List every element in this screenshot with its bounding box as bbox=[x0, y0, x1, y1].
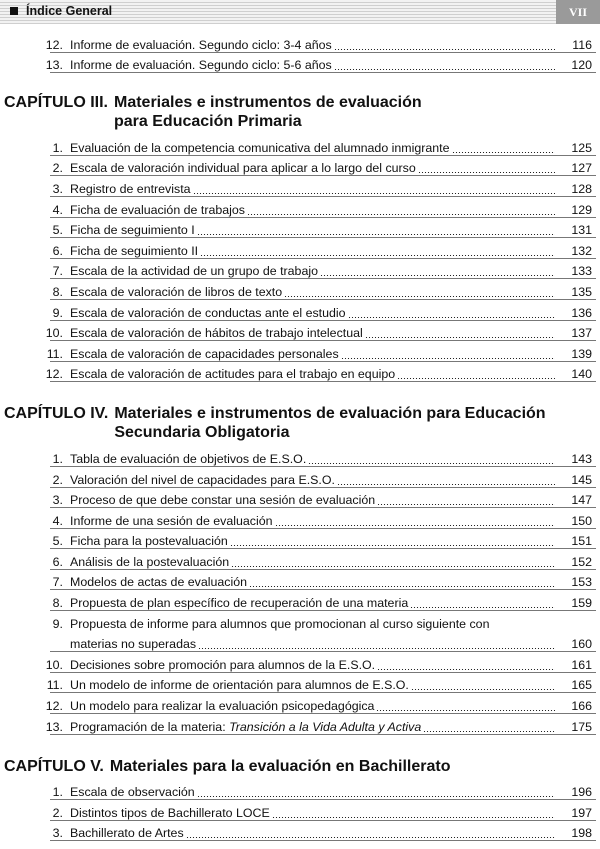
entry-title-wrap bbox=[70, 720, 557, 735]
toc-section bbox=[0, 404, 600, 734]
chapter-label: CAPÍTULO V. bbox=[4, 757, 104, 775]
entry-title-wrap bbox=[70, 473, 557, 488]
dot-leader bbox=[231, 566, 555, 567]
entry-title-wrap bbox=[70, 347, 557, 362]
toc-entry[interactable] bbox=[0, 218, 600, 239]
toc-entry[interactable] bbox=[0, 32, 600, 53]
dot-leader bbox=[284, 296, 555, 297]
entry-title-wrap bbox=[70, 596, 557, 611]
toc-entry[interactable] bbox=[0, 156, 600, 177]
entry-title-wrap bbox=[70, 285, 557, 300]
toc-entry[interactable] bbox=[0, 467, 600, 488]
toc-entry-continuation[interactable] bbox=[0, 632, 600, 653]
entry-title: Escala de valoración individual para aplicar a lo largo del curso bbox=[70, 161, 416, 176]
dot-leader bbox=[247, 214, 555, 215]
entry-title: Escala de valoración de actitudes para el trabajo en equipo bbox=[70, 367, 396, 382]
dot-leader bbox=[230, 545, 555, 546]
toc-entry[interactable] bbox=[0, 714, 600, 735]
entry-number: 1. bbox=[52, 451, 63, 466]
entry-title-wrap bbox=[70, 514, 557, 529]
toc-section bbox=[0, 757, 600, 842]
entry-title: Modelos de actas de evaluación bbox=[70, 575, 248, 590]
dot-leader bbox=[272, 817, 555, 818]
entry-number: 4. bbox=[52, 513, 63, 528]
entry-title-continuation: materias no superadas bbox=[70, 637, 197, 652]
chapter-label: CAPÍTULO III. bbox=[4, 94, 108, 112]
entry-number: 3. bbox=[52, 826, 63, 841]
toc-entry[interactable] bbox=[0, 652, 600, 673]
entry-page-number: 116 bbox=[572, 37, 592, 52]
entry-number: 1. bbox=[52, 785, 63, 800]
toc-entry[interactable] bbox=[0, 529, 600, 550]
entry-title-wrap bbox=[70, 452, 557, 467]
header-title: Índice General bbox=[26, 4, 113, 18]
entry-page-number: 132 bbox=[571, 243, 592, 258]
entry-title-wrap bbox=[70, 617, 557, 632]
entry-title: Proceso de que debe constar una sesión de evaluación bbox=[70, 493, 376, 508]
entry-title-wrap bbox=[70, 223, 557, 238]
entry-number: 9. bbox=[52, 305, 63, 320]
entry-title: Ficha para la postevaluación bbox=[70, 534, 228, 549]
dot-leader bbox=[197, 234, 555, 235]
entry-title: Decisiones sobre promoción para alumnos de la E.S.O. bbox=[70, 657, 376, 672]
entry-title: Evaluación de la competencia comunicativa del alumnado inmigrante bbox=[70, 140, 450, 155]
chapter-title: Materiales e instrumentos de evaluación para Educación Secundaria Obligatoria bbox=[114, 405, 546, 442]
entry-page-number: 159 bbox=[571, 596, 592, 611]
entry-title-wrap bbox=[70, 699, 557, 714]
toc-entry[interactable] bbox=[0, 800, 600, 821]
entry-page-number: 139 bbox=[571, 346, 592, 361]
chapter-label: CAPÍTULO IV. bbox=[4, 405, 109, 423]
entry-number: 10. bbox=[45, 326, 63, 341]
entry-title: Un modelo de informe de orientación para alumnos de E.S.O. bbox=[70, 678, 409, 693]
page-header bbox=[0, 0, 600, 24]
entry-title: Registro de entrevista bbox=[70, 181, 191, 196]
entry-title-wrap bbox=[70, 637, 557, 652]
entry-title-wrap bbox=[70, 182, 557, 197]
toc-entry[interactable] bbox=[0, 673, 600, 694]
dot-leader bbox=[365, 337, 555, 338]
entry-title-italic: Transición a la Vida Adulta y Activa bbox=[229, 719, 422, 734]
entry-title: Informe de evaluación. Segundo ciclo: 5-6 años bbox=[70, 58, 332, 73]
entry-title-wrap bbox=[70, 493, 557, 508]
entry-title: Distintos tipos de Bachillerato LOCE bbox=[70, 805, 270, 820]
entry-title-wrap bbox=[70, 575, 557, 590]
toc-entry[interactable] bbox=[0, 570, 600, 591]
row-divider bbox=[50, 72, 596, 73]
entry-title: Un modelo para realizar la evaluación psicopedagógica bbox=[70, 699, 375, 714]
entry-page-number: 128 bbox=[571, 181, 592, 196]
dot-leader bbox=[200, 255, 555, 256]
dot-leader bbox=[452, 152, 555, 153]
toc-entry[interactable] bbox=[0, 488, 600, 509]
entry-title-wrap bbox=[70, 658, 557, 673]
entry-title: Escala de valoración de libros de texto bbox=[70, 284, 283, 299]
entry-title-wrap bbox=[70, 38, 557, 53]
entry-title: Escala de observación bbox=[70, 785, 195, 800]
entry-page-number: 165 bbox=[571, 678, 592, 693]
entry-title: Análisis de la postevaluación bbox=[70, 554, 230, 569]
entry-title-wrap bbox=[70, 58, 557, 73]
entry-page-number: 166 bbox=[571, 699, 592, 714]
entry-title-wrap bbox=[70, 678, 557, 693]
entry-number: 7. bbox=[52, 575, 63, 590]
entry-title-wrap bbox=[70, 806, 557, 821]
dot-leader bbox=[249, 586, 555, 587]
toc-entry[interactable] bbox=[0, 135, 600, 156]
entry-page-number: 135 bbox=[571, 284, 592, 299]
row-divider bbox=[50, 381, 596, 382]
entry-number: 7. bbox=[52, 264, 63, 279]
toc-section bbox=[0, 32, 600, 73]
chapter-heading bbox=[4, 93, 600, 131]
entry-number: 12. bbox=[45, 699, 63, 714]
toc-entry[interactable] bbox=[0, 446, 600, 467]
toc-entry[interactable] bbox=[0, 693, 600, 714]
entry-title: Ficha de evaluación de trabajos bbox=[70, 202, 245, 217]
dot-leader bbox=[348, 317, 555, 318]
entry-title-wrap bbox=[70, 534, 557, 549]
dot-leader bbox=[334, 69, 555, 70]
dot-leader bbox=[411, 689, 555, 690]
dot-leader bbox=[337, 484, 555, 485]
entry-number: 5. bbox=[52, 223, 63, 238]
toc-entry[interactable] bbox=[0, 300, 600, 321]
dot-leader bbox=[377, 504, 555, 505]
entry-page-number: 160 bbox=[571, 637, 592, 652]
entry-page-number: 137 bbox=[571, 326, 592, 341]
entry-title: Propuesta de informe para alumnos que promocionan al curso siguiente con bbox=[70, 616, 490, 631]
entry-number: 6. bbox=[52, 554, 63, 569]
entry-title-wrap bbox=[70, 161, 557, 176]
entry-title-wrap bbox=[70, 141, 557, 156]
dot-leader bbox=[198, 648, 555, 649]
toc-entry[interactable] bbox=[0, 549, 600, 570]
entry-number: 6. bbox=[52, 243, 63, 258]
dot-leader bbox=[197, 796, 555, 797]
entry-title: Informe de evaluación. Segundo ciclo: 3-4 años bbox=[70, 37, 332, 52]
entry-title-wrap bbox=[70, 326, 557, 341]
entry-title-wrap bbox=[70, 264, 557, 279]
entry-title-wrap bbox=[70, 367, 557, 382]
dot-leader bbox=[275, 525, 555, 526]
entry-number: 2. bbox=[52, 161, 63, 176]
entry-title-wrap bbox=[70, 306, 557, 321]
entry-title-wrap bbox=[70, 826, 557, 841]
entry-title-wrap bbox=[70, 555, 557, 570]
dot-leader bbox=[377, 669, 555, 670]
entry-page-number: 147 bbox=[571, 493, 592, 508]
toc-entry[interactable] bbox=[0, 259, 600, 280]
entry-number: 12. bbox=[45, 367, 63, 382]
entry-page-number: 152 bbox=[571, 554, 592, 569]
dot-leader bbox=[376, 710, 555, 711]
entry-title: Programación de la materia: Transición a la Vida Adulta y Activa bbox=[70, 719, 422, 734]
entry-page-number: 120 bbox=[571, 58, 592, 73]
entry-number: 9. bbox=[52, 616, 63, 631]
row-divider bbox=[50, 840, 596, 841]
dot-leader bbox=[410, 607, 555, 608]
toc-entry[interactable] bbox=[0, 197, 600, 218]
entry-number: 1. bbox=[52, 140, 63, 155]
entry-page-number: 161 bbox=[571, 657, 592, 672]
entry-number: 2. bbox=[52, 805, 63, 820]
entry-page-number: 127 bbox=[571, 161, 592, 176]
entry-title: Bachillerato de Artes bbox=[70, 826, 184, 841]
entry-number: 8. bbox=[52, 284, 63, 299]
entry-number: 5. bbox=[52, 534, 63, 549]
entry-page-number: 150 bbox=[571, 513, 592, 528]
table-of-contents bbox=[0, 32, 600, 841]
dot-leader bbox=[186, 837, 555, 838]
toc-entry[interactable] bbox=[0, 590, 600, 611]
toc-entry[interactable] bbox=[0, 821, 600, 842]
toc-entry[interactable] bbox=[0, 780, 600, 801]
entry-page-number: 153 bbox=[571, 575, 592, 590]
entry-number: 3. bbox=[52, 493, 63, 508]
dot-leader bbox=[397, 378, 555, 379]
entry-title: Ficha de seguimiento I bbox=[70, 223, 195, 238]
entry-title-wrap bbox=[70, 785, 557, 800]
dot-leader bbox=[193, 193, 555, 194]
toc-entry[interactable] bbox=[0, 321, 600, 342]
entry-title-wrap bbox=[70, 203, 557, 218]
toc-entry[interactable] bbox=[0, 508, 600, 529]
dot-leader bbox=[308, 463, 555, 464]
entry-page-number: 175 bbox=[571, 719, 592, 734]
toc-entry[interactable] bbox=[0, 362, 600, 383]
toc-entry[interactable] bbox=[0, 238, 600, 259]
chapter-heading bbox=[4, 757, 600, 776]
dot-leader bbox=[418, 172, 555, 173]
entry-page-number: 136 bbox=[571, 305, 592, 320]
entry-title: Escala de la actividad de un grupo de trabajo bbox=[70, 264, 318, 279]
entry-page-number: 133 bbox=[571, 264, 592, 279]
row-divider bbox=[50, 734, 596, 735]
entry-number: 11. bbox=[46, 346, 63, 361]
dot-leader bbox=[423, 731, 555, 732]
entry-title: Escala de valoración de conductas ante el estudio bbox=[70, 305, 346, 320]
entry-page-number: 125 bbox=[571, 140, 592, 155]
entry-number: 11. bbox=[46, 678, 63, 693]
toc-entry[interactable] bbox=[0, 176, 600, 197]
entry-page-number: 129 bbox=[571, 202, 592, 217]
dot-leader bbox=[341, 358, 555, 359]
entry-page-number: 198 bbox=[571, 826, 592, 841]
entry-title: Propuesta de plan específico de recuperación de una materia bbox=[70, 596, 409, 611]
entry-page-number: 145 bbox=[571, 472, 592, 487]
toc-section bbox=[0, 93, 600, 382]
entry-title-wrap bbox=[70, 244, 557, 259]
entry-number: 3. bbox=[52, 181, 63, 196]
entry-title: Tabla de evaluación de objetivos de E.S.O. bbox=[70, 451, 307, 466]
header-title-wrap bbox=[10, 4, 112, 18]
entry-title: Ficha de seguimiento II bbox=[70, 243, 199, 258]
toc-entry[interactable] bbox=[0, 341, 600, 362]
entry-number: 2. bbox=[52, 472, 63, 487]
entry-page-number: 197 bbox=[571, 805, 592, 820]
entry-title: Escala de valoración de capacidades personales bbox=[70, 346, 339, 361]
entry-number: 8. bbox=[52, 596, 63, 611]
chapter-heading bbox=[4, 404, 600, 442]
entry-page-number: 196 bbox=[571, 785, 592, 800]
entry-number: 12. bbox=[45, 37, 63, 52]
dot-leader bbox=[334, 49, 555, 50]
entry-title: Escala de valoración de hábitos de trabajo intelectual bbox=[70, 326, 363, 341]
entry-title: Valoración del nivel de capacidades para E.S.O. bbox=[70, 472, 335, 487]
entry-number: 13. bbox=[45, 719, 63, 734]
toc-entry[interactable] bbox=[0, 279, 600, 300]
entry-page-number: 131 bbox=[571, 223, 592, 238]
chapter-title: Materiales para la evaluación en Bachillerato bbox=[109, 757, 451, 775]
dot-leader bbox=[320, 275, 555, 276]
entry-title: Informe de una sesión de evaluación bbox=[70, 513, 273, 528]
toc-entry[interactable] bbox=[0, 611, 600, 632]
entry-number: 4. bbox=[52, 202, 63, 217]
entry-page-number: 140 bbox=[571, 367, 592, 382]
chapter-title: Materiales e instrumentos de evaluación para Educación Primaria bbox=[114, 94, 422, 131]
entry-page-number: 143 bbox=[571, 451, 592, 466]
page-number-badge: VII bbox=[556, 0, 600, 24]
entry-page-number: 151 bbox=[571, 534, 592, 549]
square-bullet-icon bbox=[10, 7, 18, 15]
entry-number: 10. bbox=[45, 657, 63, 672]
entry-number: 13. bbox=[45, 58, 63, 73]
toc-entry[interactable] bbox=[0, 53, 600, 74]
